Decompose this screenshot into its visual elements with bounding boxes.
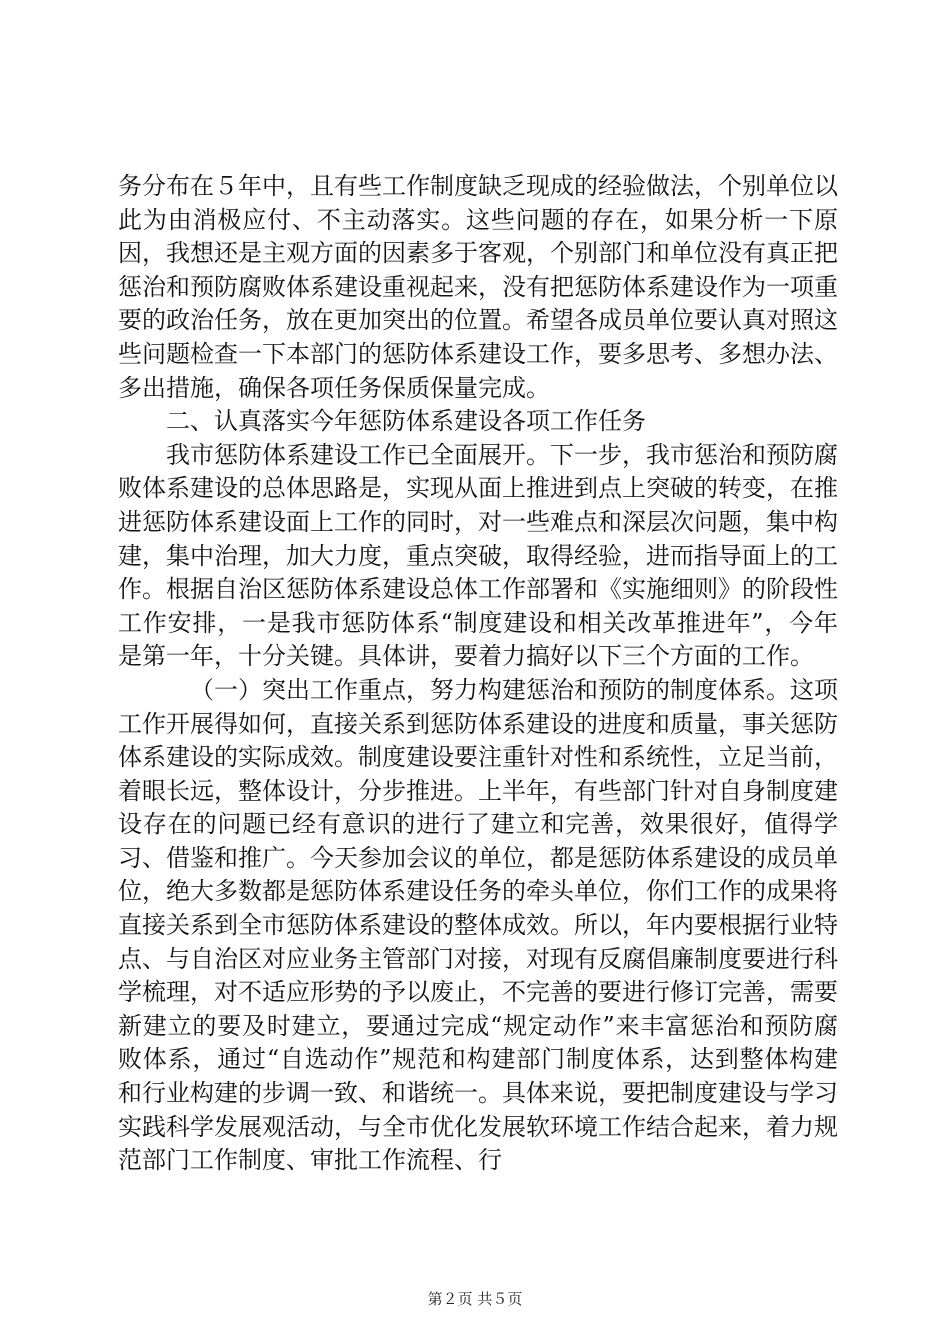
paragraph-subsection-1: （一）突出工作重点，努力构建惩治和预防的制度体系。这项工作开展得如何，直接关系到惩防体系建设的进度和质量，事关惩防体系建设的实际成效。制度建设要注重针对性和系统性，立足当前，着眼长远，整体设计，分步推进。上半年，有些部门针对自身制度建设存在的问题已经有意识的进行了建立和完善，效果很好，值得学习、借鉴和推广。今天参加会议的单位，都是惩防体系建设的成员单位，绝大多数都是惩防体系建设任务的牵头单位，你们工作的成果将直接关系到全市惩防体系建设的整体成效。所以，年内要根据行业特点、与自治区对应业务主管部门对接，对现有反腐倡廉制度要进行科学梳理，对不适应形势的予以废止，不完善的要进行修订完善，需要新建立的要及时建立，要通过完成“规定动作”来丰富惩治和预防腐败体系，通过“自选动作”规范和构建部门制度体系，达到整体构建和行业构建的步调一致、和谐统一。具体来说，要把制度建设与学习实践科学发展观活动，与全市优化发展软环境工作结合起来，着力规范部门工作制度、审批工作流程、行 [118, 675, 838, 1175]
paragraph-continuation: 务分布在５年中，且有些工作制度缺乏现成的经验做法，个别单位以此为由消极应付、不主动落实。这些问题的存在，如果分析一下原因，我想还是主观方面的因素多于客观，个别部门和单位没有真正把惩治和预防腐败体系建设重视起来，没有把惩防体系建设作为一项重要的政治任务，放在更加突出的位置。希望各成员单位要认真对照这些问题检查一下本部门的惩防体系建设工作，要多思考、多想办法、多出措施，确保各项任务保质保量完成。 [118, 172, 838, 402]
paragraph-section-2: 我市惩防体系建设工作已全面展开。下一步，我市惩治和预防腐败体系建设的总体思路是，实现从面上推进到点上突破的转变，在推进惩防体系建设面上工作的同时，对一些难点和深层次问题，集中构建，集中治理，加大力度，重点突破，取得经验，进而指导面上的工作。根据自治区惩防体系建设总体工作部署和《实施细则》的阶段性工作安排，一是我市惩防体系“制度建设和相关改革推进年”，今年是第一年，十分关键。具体讲，要着力搞好以下三个方面的工作。 [118, 440, 838, 671]
section-heading-2: 二、认真落实今年惩防体系建设各项工作任务 [166, 407, 646, 436]
page-number-footer: 第２页 共５页 [427, 1290, 523, 1308]
document-body [118, 170, 838, 1178]
